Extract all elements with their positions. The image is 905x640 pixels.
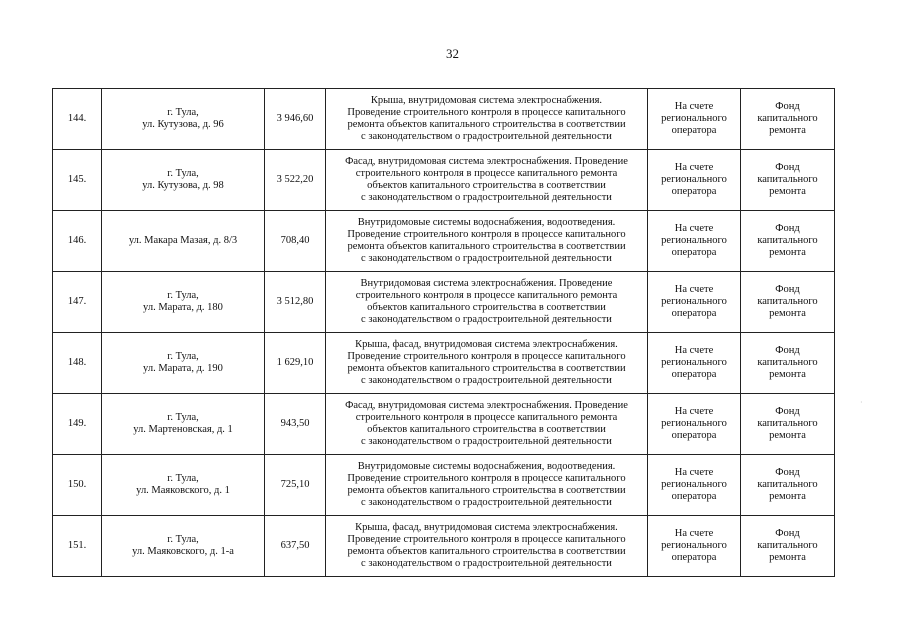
account-cell (648, 211, 741, 272)
works-line: с законодательством о градостроительной деятельности (361, 131, 612, 142)
account-line: регионального (661, 540, 727, 551)
owner-line: ремонта (769, 369, 806, 380)
address-cell (102, 211, 265, 272)
works-line: Проведение строительного контроля в процессе капитального (347, 107, 626, 118)
owner-line: Фонд (775, 528, 800, 539)
owner-line: капитального (757, 479, 818, 490)
account-line: На счете (674, 223, 714, 234)
account-line: На счете (674, 467, 714, 478)
owner-line: ремонта (769, 552, 806, 563)
account-cell (648, 333, 741, 394)
area-cell: 725,10 (265, 455, 326, 516)
owner-line: ремонта (769, 430, 806, 441)
owner-cell (741, 333, 835, 394)
works-line: Внутридомовые системы водоснабжения, водоотведения. (357, 217, 616, 228)
account-line: На счете (674, 345, 714, 356)
account-line: оператора (671, 125, 717, 136)
address-line: г. Тула, (167, 412, 199, 423)
owner-line: ремонта (769, 491, 806, 502)
area-cell: 3 512,80 (265, 272, 326, 333)
account-line: На счете (674, 101, 714, 112)
works-line: с законодательством о градостроительной деятельности (361, 558, 612, 569)
works-line: Проведение строительного контроля в процессе капитального (347, 534, 626, 545)
address-cell (102, 272, 265, 333)
owner-line: ремонта (769, 247, 806, 258)
account-cell (648, 394, 741, 455)
owner-cell (741, 455, 835, 516)
owner-line: капитального (757, 113, 818, 124)
works-line: объектов капитального строительства в соответствии (367, 302, 606, 313)
account-line: оператора (671, 308, 717, 319)
works-line: Внутридомовые системы водоснабжения, водоотведения. (357, 461, 616, 472)
address-cell (102, 455, 265, 516)
owner-line: капитального (757, 235, 818, 246)
address-line: г. Тула, (167, 168, 199, 179)
address-line: ул. Маяковского, д. 1 (136, 485, 230, 496)
works-cell (326, 394, 648, 455)
works-line: с законодательством о градостроительной деятельности (361, 253, 612, 264)
table-row (53, 150, 835, 211)
owner-line: ремонта (769, 186, 806, 197)
account-line: регионального (661, 357, 727, 368)
table-row (53, 394, 835, 455)
address-cell (102, 89, 265, 150)
area-cell: 3 522,20 (265, 150, 326, 211)
account-line: На счете (674, 284, 714, 295)
address-line: г. Тула, (167, 290, 199, 301)
works-cell (326, 272, 648, 333)
account-cell (648, 272, 741, 333)
works-line: Фасад, внутридомовая система электроснабжения. Проведение (345, 156, 628, 167)
table-row (53, 455, 835, 516)
table-row (53, 272, 835, 333)
owner-line: Фонд (775, 467, 800, 478)
owner-cell (741, 89, 835, 150)
area-cell: 943,50 (265, 394, 326, 455)
address-line: ул. Макара Мазая, д. 8/3 (128, 235, 238, 246)
owner-line: капитального (757, 174, 818, 185)
works-line: строительного контроля в процессе капитального ремонта (355, 290, 618, 301)
account-line: регионального (661, 418, 727, 429)
account-line: оператора (671, 552, 717, 563)
account-cell (648, 455, 741, 516)
owner-cell (741, 272, 835, 333)
account-cell (648, 150, 741, 211)
row-number-cell: 149. (53, 394, 102, 455)
address-line: ул. Марата, д. 180 (143, 302, 223, 313)
works-cell (326, 150, 648, 211)
works-line: объектов капитального строительства в соответствии (367, 180, 606, 191)
owner-line: капитального (757, 357, 818, 368)
row-number-cell: 144. (53, 89, 102, 150)
works-cell (326, 455, 648, 516)
repair-program-table (52, 88, 835, 577)
row-number-cell: 146. (53, 211, 102, 272)
works-line: с законодательством о градостроительной деятельности (361, 314, 612, 325)
table-row (53, 516, 835, 577)
owner-line: Фонд (775, 284, 800, 295)
area-cell: 708,40 (265, 211, 326, 272)
works-cell (326, 516, 648, 577)
row-number-cell: 148. (53, 333, 102, 394)
table-row (53, 89, 835, 150)
owner-line: Фонд (775, 406, 800, 417)
address-cell (102, 516, 265, 577)
account-cell (648, 516, 741, 577)
works-line: с законодательством о градостроительной деятельности (361, 436, 612, 447)
owner-cell (741, 516, 835, 577)
area-cell: 3 946,60 (265, 89, 326, 150)
works-line: ремонта объектов капитального строительства в соответствии (347, 241, 626, 252)
works-cell (326, 211, 648, 272)
address-cell (102, 333, 265, 394)
address-line: ул. Кутузова, д. 96 (142, 119, 224, 130)
works-line: Крыша, фасад, внутридомовая система электроснабжения. (355, 339, 618, 350)
address-line: ул. Кутузова, д. 98 (142, 180, 224, 191)
works-line: Крыша, фасад, внутридомовая система электроснабжения. (355, 522, 618, 533)
works-line: ремонта объектов капитального строительства в соответствии (347, 119, 626, 130)
account-line: оператора (671, 491, 717, 502)
table-row (53, 333, 835, 394)
address-line: г. Тула, (167, 107, 199, 118)
account-line: На счете (674, 162, 714, 173)
address-line: г. Тула, (167, 473, 199, 484)
works-line: строительного контроля в процессе капитального ремонта (355, 168, 618, 179)
owner-line: Фонд (775, 345, 800, 356)
owner-line: ремонта (769, 125, 806, 136)
owner-line: капитального (757, 540, 818, 551)
account-line: оператора (671, 430, 717, 441)
account-line: регионального (661, 296, 727, 307)
works-line: строительного контроля в процессе капитального ремонта (355, 412, 618, 423)
works-line: ремонта объектов капитального строительства в соответствии (347, 485, 626, 496)
row-number-cell: 150. (53, 455, 102, 516)
area-cell: 1 629,10 (265, 333, 326, 394)
address-line: г. Тула, (167, 534, 199, 545)
owner-line: Фонд (775, 223, 800, 234)
account-line: оператора (671, 186, 717, 197)
account-line: регионального (661, 113, 727, 124)
account-line: регионального (661, 235, 727, 246)
scan-speck: · (860, 398, 863, 407)
address-cell (102, 394, 265, 455)
account-line: На счете (674, 528, 714, 539)
address-line: ул. Марата, д. 190 (143, 363, 223, 374)
owner-line: ремонта (769, 308, 806, 319)
address-cell (102, 150, 265, 211)
works-line: Проведение строительного контроля в процессе капитального (347, 473, 626, 484)
table-row (53, 211, 835, 272)
row-number-cell: 147. (53, 272, 102, 333)
address-line: ул. Маяковского, д. 1-а (132, 546, 234, 557)
works-line: объектов капитального строительства в соответствии (367, 424, 606, 435)
owner-line: Фонд (775, 101, 800, 112)
account-line: регионального (661, 479, 727, 490)
area-cell: 637,50 (265, 516, 326, 577)
works-line: с законодательством о градостроительной деятельности (361, 497, 612, 508)
row-number-cell: 151. (53, 516, 102, 577)
owner-cell (741, 394, 835, 455)
owner-cell (741, 150, 835, 211)
page-number: 32 (446, 46, 459, 61)
table-body (53, 89, 835, 577)
owner-line: капитального (757, 418, 818, 429)
works-line: ремонта объектов капитального строительства в соответствии (347, 363, 626, 374)
address-line: г. Тула, (167, 351, 199, 362)
row-number-cell: 145. (53, 150, 102, 211)
works-line: с законодательством о градостроительной деятельности (361, 375, 612, 386)
works-line: с законодательством о градостроительной деятельности (361, 192, 612, 203)
works-line: ремонта объектов капитального строительства в соответствии (347, 546, 626, 557)
owner-line: Фонд (775, 162, 800, 173)
works-line: Проведение строительного контроля в процессе капитального (347, 229, 626, 240)
owner-cell (741, 211, 835, 272)
account-cell (648, 89, 741, 150)
address-line: ул. Мартеновская, д. 1 (133, 424, 233, 435)
works-line: Проведение строительного контроля в процессе капитального (347, 351, 626, 362)
account-line: На счете (674, 406, 714, 417)
account-line: оператора (671, 247, 717, 258)
works-line: Фасад, внутридомовая система электроснабжения. Проведение (345, 400, 628, 411)
works-cell (326, 89, 648, 150)
owner-line: капитального (757, 296, 818, 307)
works-line: Крыша, внутридомовая система электроснабжения. (370, 95, 603, 106)
account-line: оператора (671, 369, 717, 380)
account-line: регионального (661, 174, 727, 185)
works-line: Внутридомовая система электроснабжения. Проведение (360, 278, 613, 289)
works-cell (326, 333, 648, 394)
